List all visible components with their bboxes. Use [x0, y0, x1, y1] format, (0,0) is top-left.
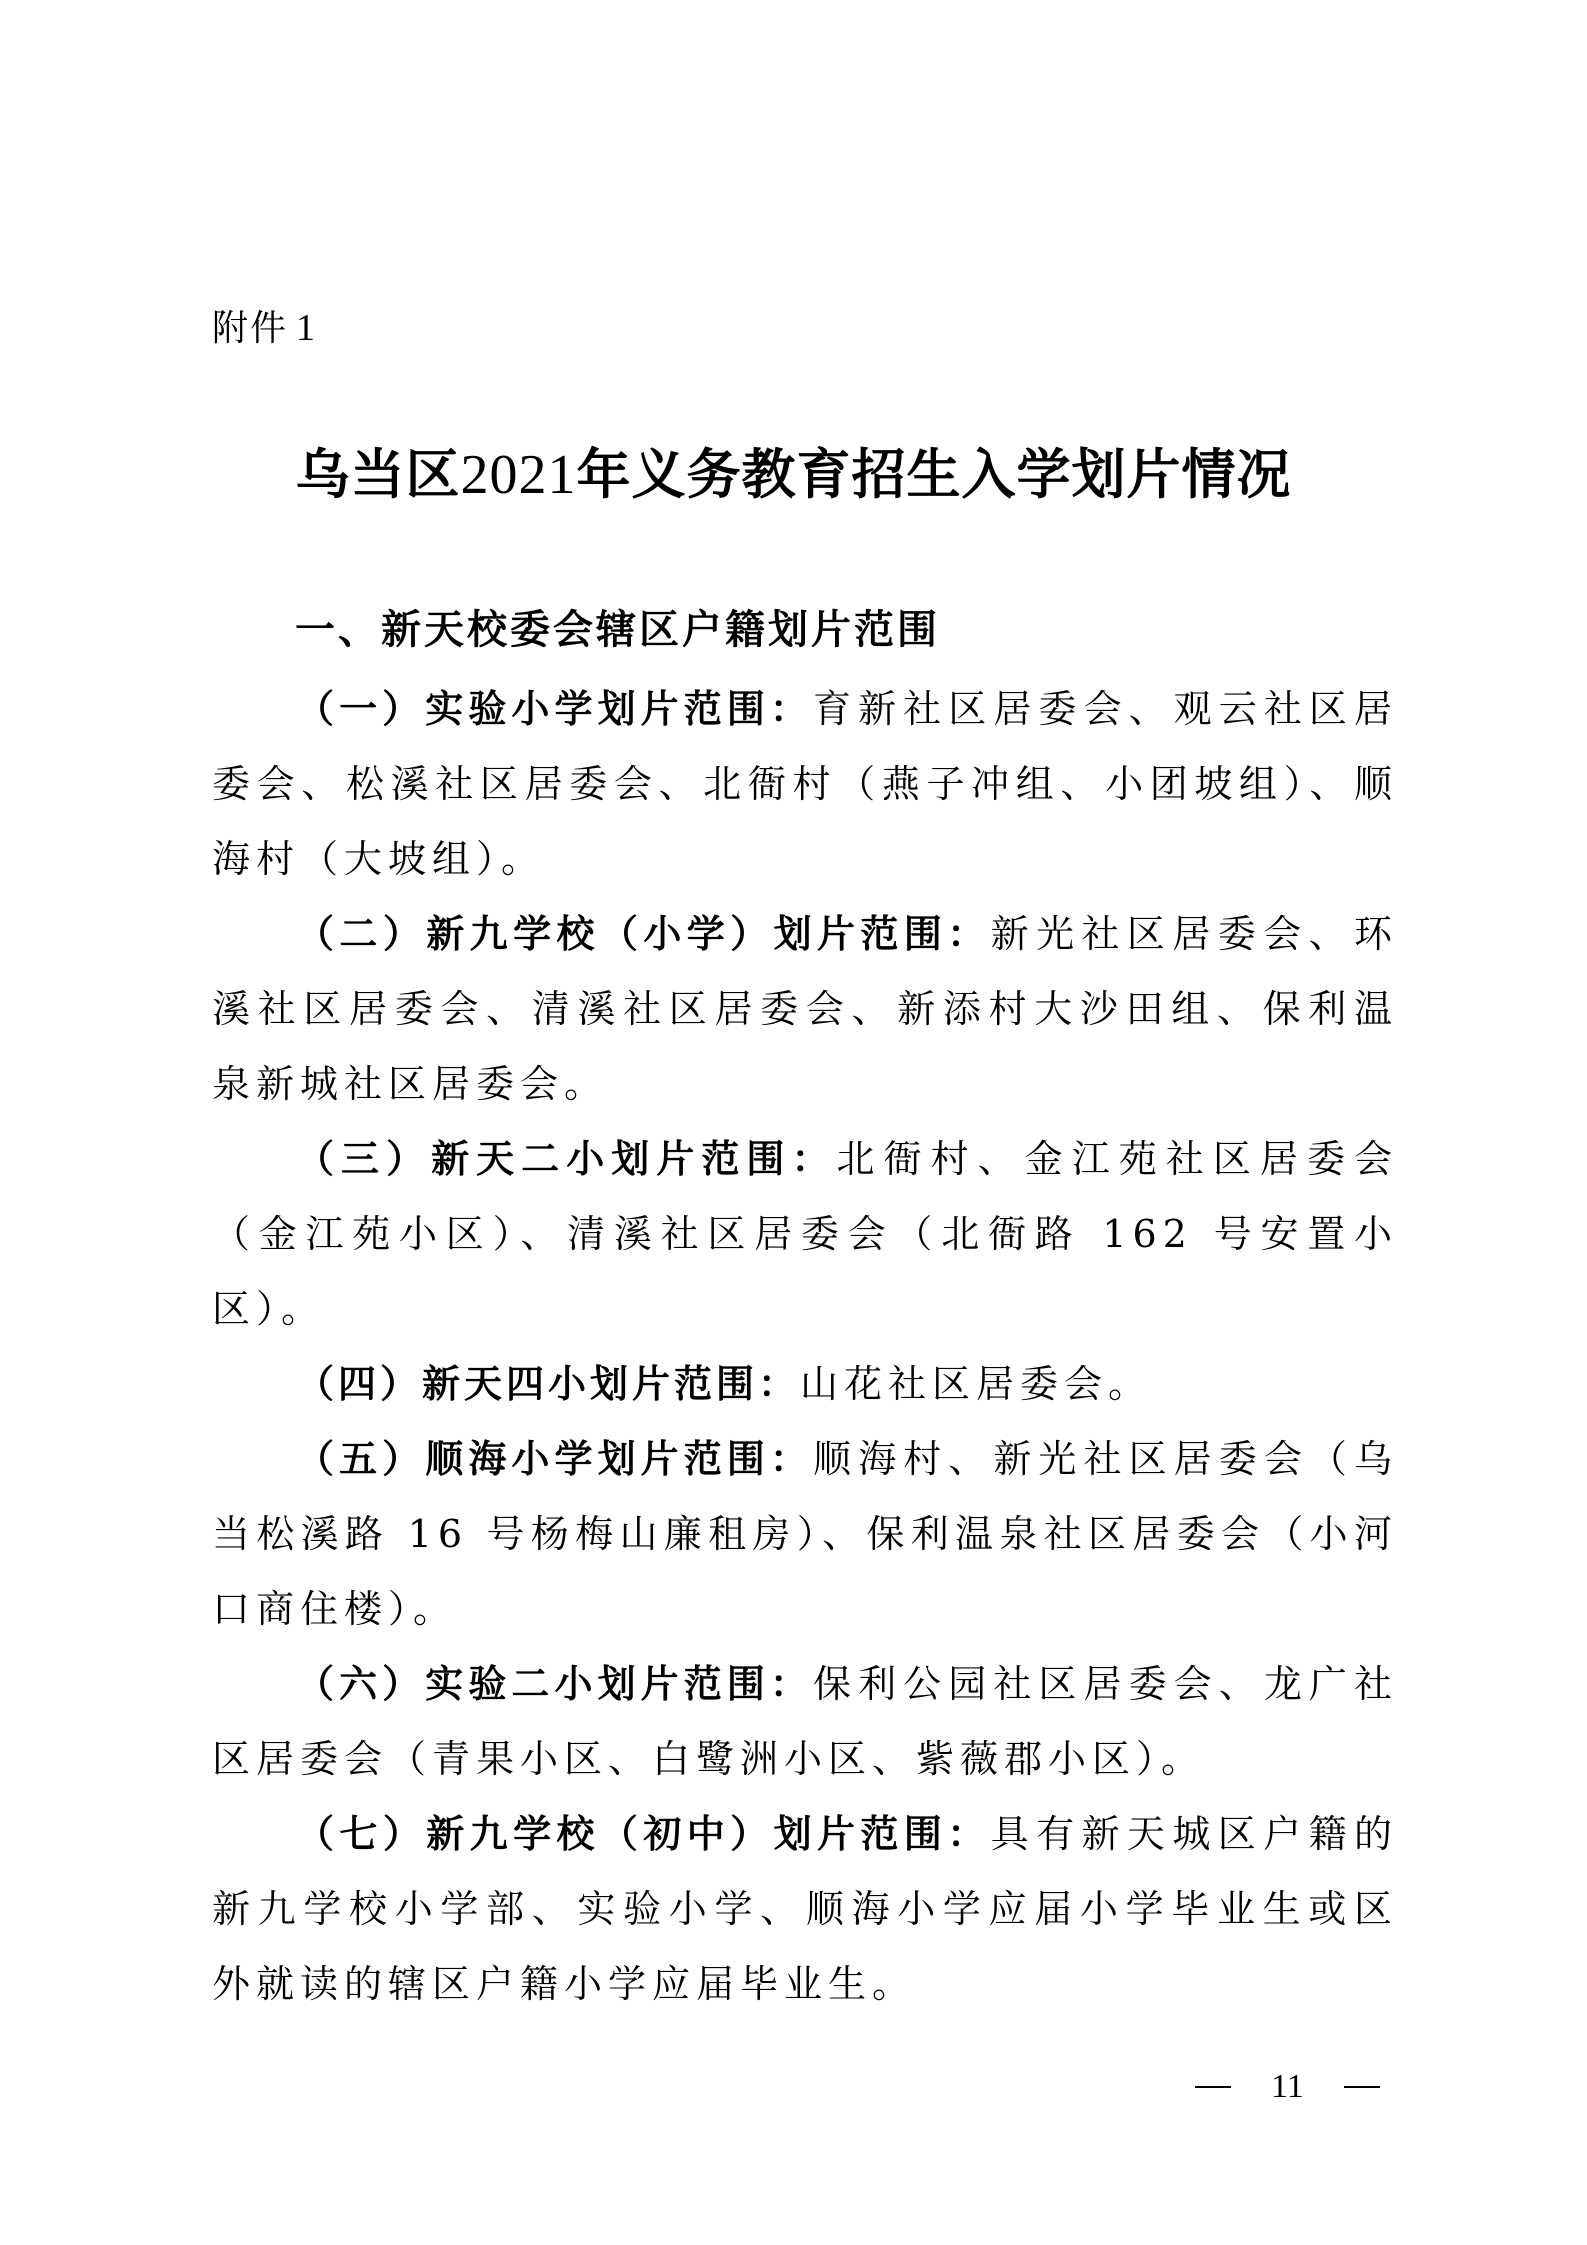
paragraph-text: 北衙村、金江苑社区居委会（金江苑小区）、清溪社区居委会（北衙路 162 号安置小区）。	[212, 1137, 1398, 1331]
attachment-text: 附件	[212, 308, 289, 349]
paragraph-label: （五）顺海小学划片范围：	[296, 1437, 813, 1481]
paragraph-2	[212, 897, 1398, 1122]
dash-left	[1195, 2086, 1231, 2088]
attachment-number: 1	[296, 307, 318, 349]
paragraph-label: （三）新天二小划片范围：	[296, 1137, 837, 1181]
title-year: 2021	[460, 444, 577, 506]
page-number: 11	[1271, 2068, 1304, 2105]
paragraph-text: 顺海村、新光社区居委会（乌当松溪路 16 号杨梅山廉租房）、保利温泉社区居委会（小河口商住楼）。	[212, 1437, 1398, 1631]
paragraph-4	[212, 1347, 1398, 1422]
paragraph-5	[212, 1422, 1398, 1647]
page-title	[0, 432, 1587, 509]
paragraph-3	[212, 1122, 1398, 1347]
title-suffix: 年义务教育招生入学划片情况	[576, 442, 1292, 506]
paragraph-text: 具有新天城区户籍的新九学校小学部、实验小学、顺海小学应届小学毕业生或区外就读的辖区户籍小学应届毕业生。	[212, 1812, 1398, 2006]
document-body	[212, 672, 1398, 2022]
attachment-label	[212, 300, 317, 351]
page-footer	[1195, 2068, 1380, 2106]
dash-right	[1344, 2086, 1380, 2088]
paragraph-text: 新光社区居委会、环溪社区居委会、清溪社区居委会、新添村大沙田组、保利温泉新城社区居委会。	[212, 912, 1398, 1106]
section-heading: 一、新天校委会辖区户籍划片范围	[295, 607, 940, 653]
paragraph-text: 山花社区居委会。	[800, 1362, 1153, 1406]
paragraph-label: （七）新九学校（初中）划片范围：	[296, 1812, 991, 1856]
paragraph-text: 保利公园社区居委会、龙广社区居委会（青果小区、白鹭洲小区、紫薇郡小区）。	[212, 1662, 1398, 1781]
paragraph-text: 育新社区居委会、观云社区居委会、松溪社区居委会、北衙村（燕子冲组、小团坡组）、顺海村（大坡组）。	[212, 687, 1398, 881]
paragraph-1	[212, 672, 1398, 897]
paragraph-6	[212, 1647, 1398, 1797]
paragraph-label: （二）新九学校（小学）划片范围：	[296, 912, 991, 956]
paragraph-label: （六）实验二小划片范围：	[296, 1662, 813, 1706]
paragraph-7	[212, 1797, 1398, 2022]
paragraph-label: （一）实验小学划片范围：	[296, 687, 813, 731]
title-prefix: 乌当区	[295, 442, 461, 506]
paragraph-label: （四）新天四小划片范围：	[296, 1362, 801, 1406]
